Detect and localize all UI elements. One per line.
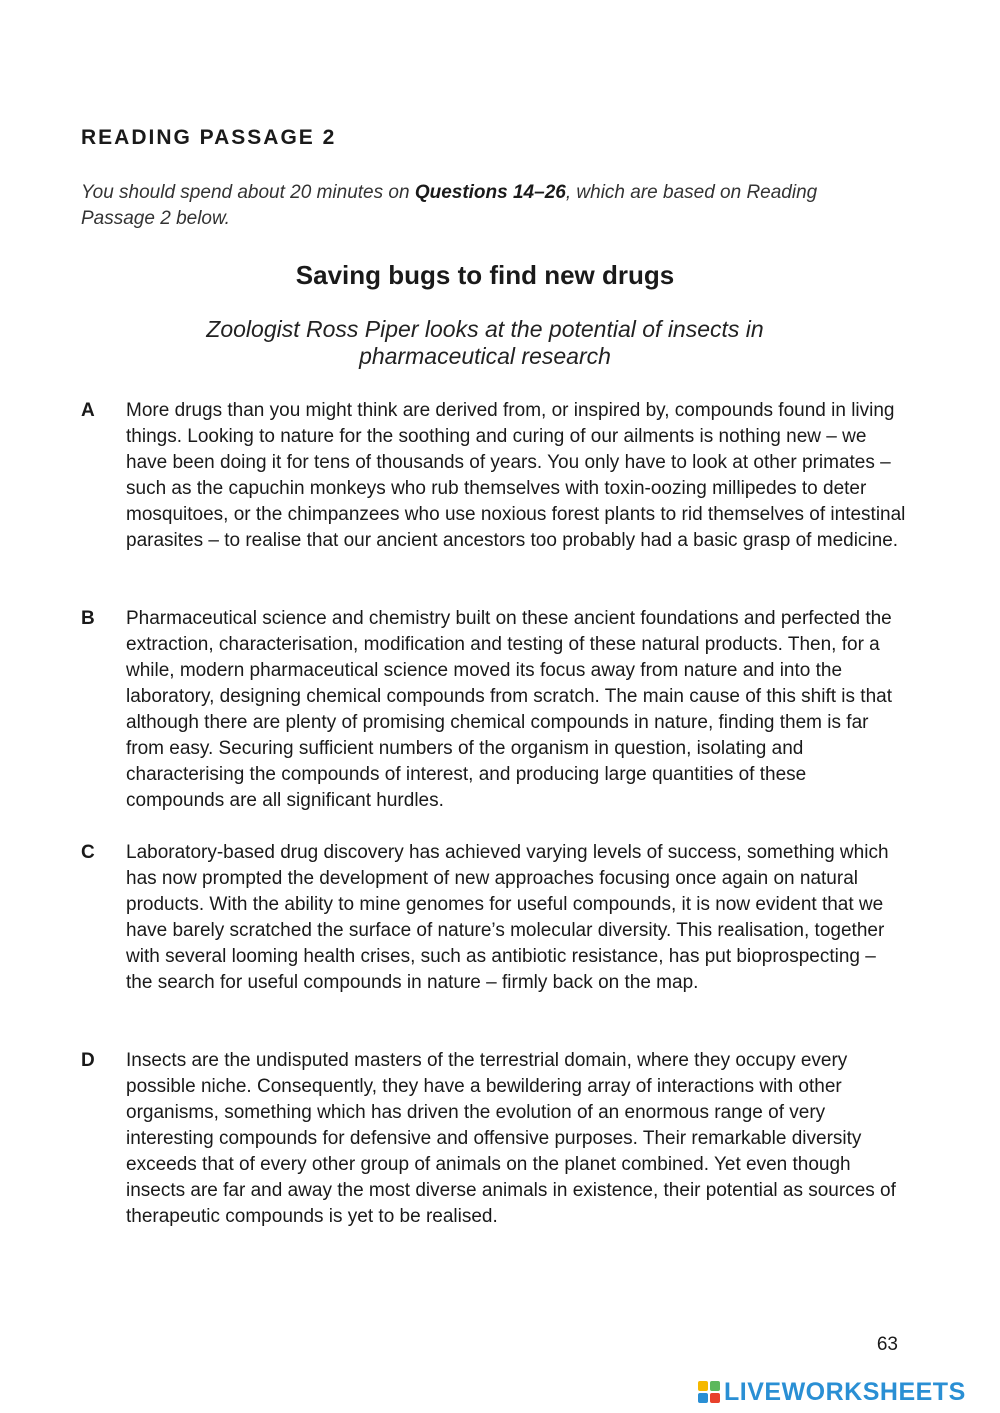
paragraph-text: Insects are the undisputed masters of the terrestrial domain, where they occupy every possible niche. Consequently, they have a bewildering array of interactions with other organisms, something which has driven the evolution of an enormous range of very interesting compounds for defensive and offensive purposes. Their remarkable diversity exceeds that of every other group of animals on the planet combined. Yet even though insects are far and away the most diverse animals in existence, their potential as sources of therapeutic compounds is yet to be realised. [126, 1050, 896, 1227]
page-number: 63 [876, 1334, 898, 1355]
instructions-questions: Questions 14–26 [414, 182, 566, 203]
liveworksheets-logo-icon [698, 1381, 720, 1403]
paragraph-letter: D [81, 1050, 95, 1071]
paragraph-letter: A [81, 400, 95, 421]
brand-text: LIVEWORKSHEETS [724, 1377, 966, 1406]
paragraph-text: More drugs than you might think are derived from, or inspired by, compounds found in living things. Looking to nature for the soothing and curing of our ailments is nothing new – we have been doing it for tens of thousands of years. You only have to look at other primates – such as the capuchin monkeys who rub themselves with toxin-oozing millipedes to deter mosquitoes, or the chimpanzees who use noxious forest plants to rid themselves of intestinal parasites – to realise that our ancient ancestors too probably had a basic grasp of medicine. [126, 400, 906, 551]
paragraph-letter: C [81, 842, 95, 863]
paragraph-text: Pharmaceutical science and chemistry built on these ancient foundations and perfected the extraction, characterisation, modification and testing of these natural products. Then, for a while, modern pharmaceutical science moved its focus away from nature and into the laboratory, designing chemical compounds from scratch. The main cause of this shift is that although there are plenty of promising chemical compounds in nature, finding them is far from easy. Securing sufficient numbers of the organism in question, isolating and characterising the compounds of interest, and producing large quantities of these compounds are all significant hurdles. [126, 608, 892, 811]
instructions-post: , which are based on Reading Passage 2 below. [81, 182, 818, 229]
paragraph-letter: B [81, 608, 95, 629]
paragraph-text: Laboratory-based drug discovery has achieved varying levels of success, something which has now prompted the development of new approaches focusing once again on natural products. With the ability to mine genomes for useful compounds, it is now evident that we have barely scratched the surface of nature’s molecular diversity. This realisation, together with several looming health crises, such as antibiotic resistance, has put bioprospecting – the search for useful compounds in nature – firmly back on the map. [126, 842, 889, 993]
article-subtitle: Zoologist Ross Piper looks at the potential of insects in pharmaceutical research [206, 316, 764, 369]
instructions [81, 180, 841, 232]
logo-square-1 [698, 1381, 708, 1391]
section-heading: READING PASSAGE 2 [81, 126, 337, 149]
instructions-pre: You should spend about 20 minutes on [81, 182, 415, 203]
logo-square-2 [710, 1381, 720, 1391]
logo-square-4 [710, 1393, 720, 1403]
article-title: Saving bugs to find new drugs [295, 260, 675, 290]
liveworksheets-brand[interactable] [698, 1375, 966, 1409]
logo-square-3 [698, 1393, 708, 1403]
